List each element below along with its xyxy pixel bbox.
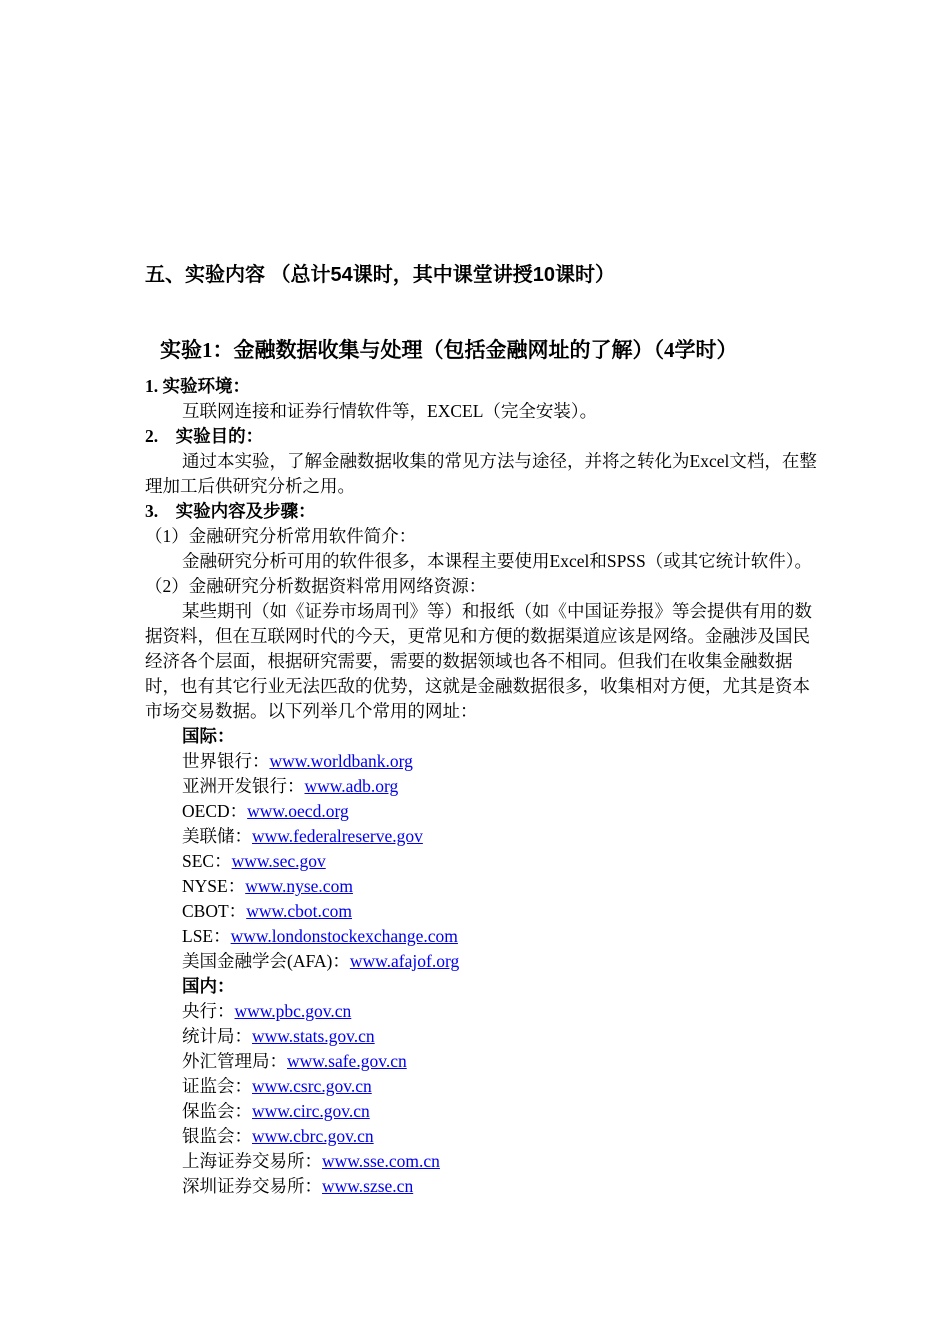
domestic-heading: 国内： [182,976,235,996]
purpose-text: 通过本实验，了解金融数据收集的常见方法与途径，并将之转化为Excel文档，在整理加工后供研究分析之用。 [145,451,817,496]
software-text: 金融研究分析可用的软件很多，本课程主要使用Excel和SPSS（或其它统计软件）。 [182,551,813,571]
site-link[interactable]: www.stats.gov.cn [252,1026,375,1046]
site-link[interactable]: www.circ.gov.cn [252,1101,370,1121]
list-item [145,874,825,899]
site-label: LSE： [182,926,231,946]
resources-subheading: （2）金融研究分析数据资料常用网络资源： [145,576,487,596]
domestic-link-list [145,999,825,1199]
site-link[interactable]: www.safe.gov.cn [287,1051,407,1071]
site-label: 世界银行： [182,751,270,771]
site-label: NYSE： [182,876,246,896]
list-item [145,949,825,974]
site-label: 上海证券交易所： [182,1151,322,1171]
site-label: 美国金融学会(AFA)： [182,951,350,971]
site-label: 外汇管理局： [182,1051,287,1071]
site-link[interactable]: www.sec.gov [231,851,326,871]
site-link[interactable]: www.nyse.com [245,876,353,896]
site-label: 亚洲开发银行： [182,776,305,796]
list-item [145,1174,825,1199]
intl-heading: 国际： [182,726,235,746]
purpose-heading: 2. 实验目的： [145,426,264,446]
site-label: 央行： [182,1001,235,1021]
env-heading: 1. 实验环境： [145,376,250,396]
site-label: 深圳证券交易所： [182,1176,322,1196]
env-text: 互联网连接和证券行情软件等，EXCEL（完全安装）。 [182,401,598,421]
list-item [145,1124,825,1149]
site-link[interactable]: www.worldbank.org [269,751,413,771]
site-label: OECD： [182,801,248,821]
site-link[interactable]: www.afajof.org [349,951,460,971]
site-link[interactable]: www.cbrc.gov.cn [252,1126,374,1146]
section-title: 五、实验内容 （总计54课时，其中课堂讲授10课时） [145,264,616,286]
resources-text: 某些期刊（如《证券市场周刊》等）和报纸（如《中国证券报》等会提供有用的数据资料，但在互联网时代的今天，更常见和方便的数据渠道应该是网络。金融涉及国民经济各个层面，根据研究需要，需要的数据领域也各不相同。但我们在收集金融数据时，也有其它行业无法匹敌的优势，这就是金融数据很多，收集相对方便，尤其是资本市场交易数据。以下列举几个常用的网址： [145,601,812,721]
site-link[interactable]: www.cbot.com [246,901,352,921]
site-label: 统计局： [182,1026,252,1046]
list-item [145,849,825,874]
site-label: 保监会： [182,1101,252,1121]
site-label: 证监会： [182,1076,252,1096]
list-item [145,924,825,949]
site-link[interactable]: www.londonstockexchange.com [230,926,458,946]
site-label: SEC： [182,851,232,871]
experiment-1-title: 实验1：金融数据收集与处理（包括金融网址的了解）（4学时） [160,338,738,362]
list-item [145,999,825,1024]
site-link[interactable]: www.szse.cn [322,1176,414,1196]
list-item [145,1049,825,1074]
list-item [145,799,825,824]
list-item [145,899,825,924]
list-item [145,1024,825,1049]
software-subheading: （1）金融研究分析常用软件简介： [145,526,417,546]
experiment-1-body [145,374,825,1199]
site-link[interactable]: www.sse.com.cn [322,1151,440,1171]
list-item [145,1149,825,1174]
content-heading: 3. 实验内容及步骤： [145,501,316,521]
list-item [145,1074,825,1099]
site-label: 美联储： [182,826,252,846]
site-link[interactable]: www.csrc.gov.cn [252,1076,372,1096]
site-label: CBOT： [182,901,247,921]
site-label: 银监会： [182,1126,252,1146]
site-link[interactable]: www.oecd.org [247,801,349,821]
intl-link-list [145,749,825,974]
site-link[interactable]: www.adb.org [304,776,399,796]
list-item [145,1099,825,1124]
list-item [145,774,825,799]
list-item [145,824,825,849]
list-item [145,749,825,774]
site-link[interactable]: www.federalreserve.gov [252,826,423,846]
site-link[interactable]: www.pbc.gov.cn [234,1001,352,1021]
